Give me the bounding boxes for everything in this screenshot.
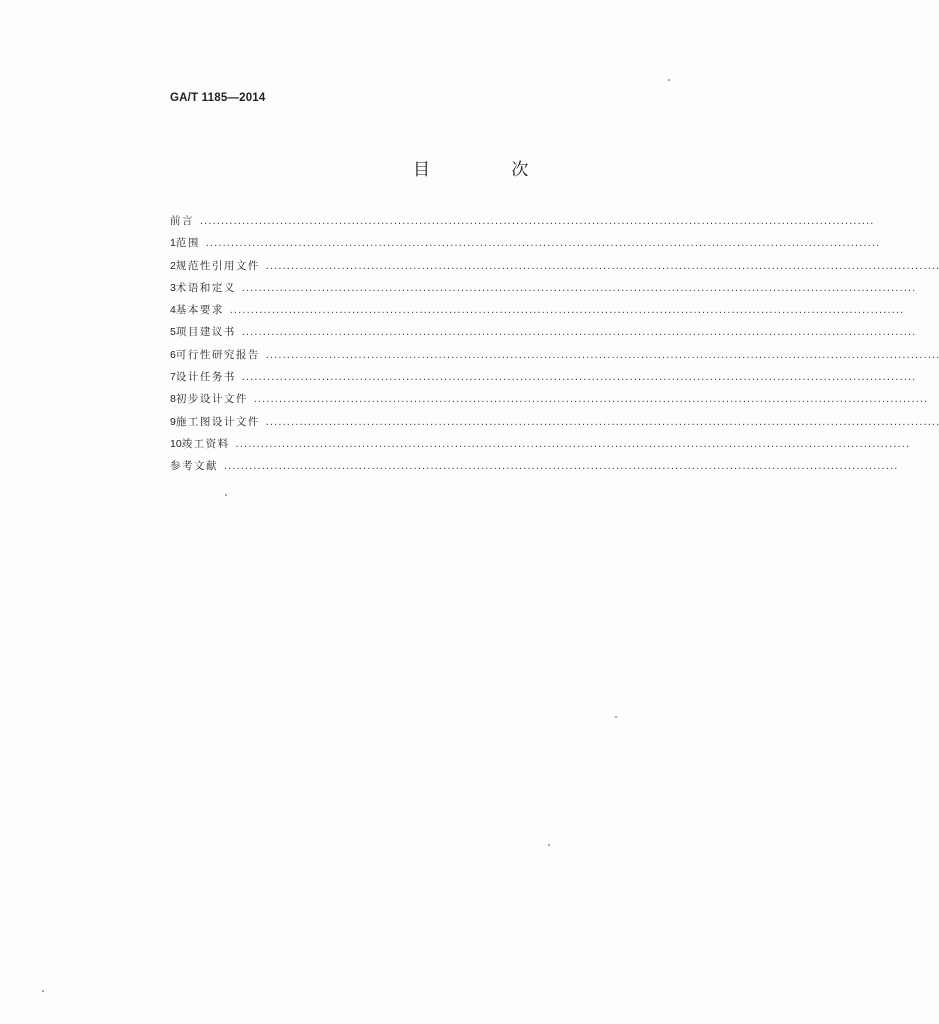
dot-leader: ................................................................................................................................................................ [240,283,916,293]
toc-entry-label: 设计任务书 [175,371,236,384]
dot-leader: ................................................................................................................................................................ [264,350,939,360]
dot-leader: ................................................................................................................................................................ [240,328,916,338]
toc-entry-label: 项目建议书 [175,326,236,339]
dot-leader: ................................................................................................................................................................ [252,395,928,405]
toc-entry-bibliography[interactable] [170,455,898,477]
toc-entry-construction-drawings[interactable] [170,411,939,433]
dot-leader: ................................................................................................................................................................ [204,239,880,249]
toc-entry-label: 规范性引用文件 [175,259,260,272]
toc-entry-label: 可行性研究报告 [175,348,260,361]
toc-entry-design-assignment[interactable] [170,366,916,388]
toc-entry-number: 5 [170,326,176,339]
document-code: GA/T 1185—2014 [170,92,266,104]
toc-entry-number: 6 [170,348,176,361]
toc-entry-label: 竣工资料 [181,437,230,450]
toc-entry-number: 10 [170,437,182,450]
toc-entry-basic-requirements[interactable] [170,299,904,321]
toc-entry-label: 参考文献 [170,460,218,473]
toc-entry-feasibility-report[interactable] [170,344,939,366]
toc-entry-label: 前言 [170,215,194,227]
scan-speck [668,79,670,81]
dot-leader: ................................................................................................................................................................ [264,261,939,271]
toc-entry-number: 7 [170,371,176,384]
dot-leader: ................................................................................................................................................................ [223,462,898,472]
toc-entry-number: 3 [170,281,176,294]
toc-entry-label: 基本要求 [175,304,224,317]
scan-speck [225,494,227,496]
toc-entry-project-proposal[interactable] [170,321,916,343]
scan-speck [615,716,617,718]
toc-entry-label: 术语和定义 [175,281,236,294]
toc-entry-normative-references[interactable] [170,255,939,277]
toc-entry-label: 施工图设计文件 [175,415,260,428]
toc-entry-terms-definitions[interactable] [170,277,916,299]
scan-speck [42,990,44,992]
toc-entry-number: 9 [170,415,176,428]
dot-leader: ................................................................................................................................................................ [228,306,904,316]
toc-entry-number: 8 [170,393,176,406]
toc-entry-number: 2 [170,259,176,272]
toc-entry-number: 1 [170,237,176,250]
toc-entry-label: 初步设计文件 [175,393,248,406]
dot-leader: ................................................................................................................................................................ [240,373,916,383]
toc-entry-preliminary-design[interactable] [170,388,928,410]
dot-leader: ................................................................................................................................................................ [199,217,874,226]
toc-entry-completion-documents[interactable] [170,433,910,455]
toc-entry-scope[interactable] [170,232,880,254]
table-of-contents [170,210,939,478]
dot-leader: ................................................................................................................................................................ [234,439,910,449]
toc-title: 目 次 [413,160,567,180]
scan-speck [548,844,550,846]
toc-entry-label: 范围 [175,237,200,250]
toc-entry-number: 4 [170,304,176,317]
toc-entry-foreword[interactable] [170,210,874,232]
dot-leader: ................................................................................................................................................................ [264,417,939,427]
